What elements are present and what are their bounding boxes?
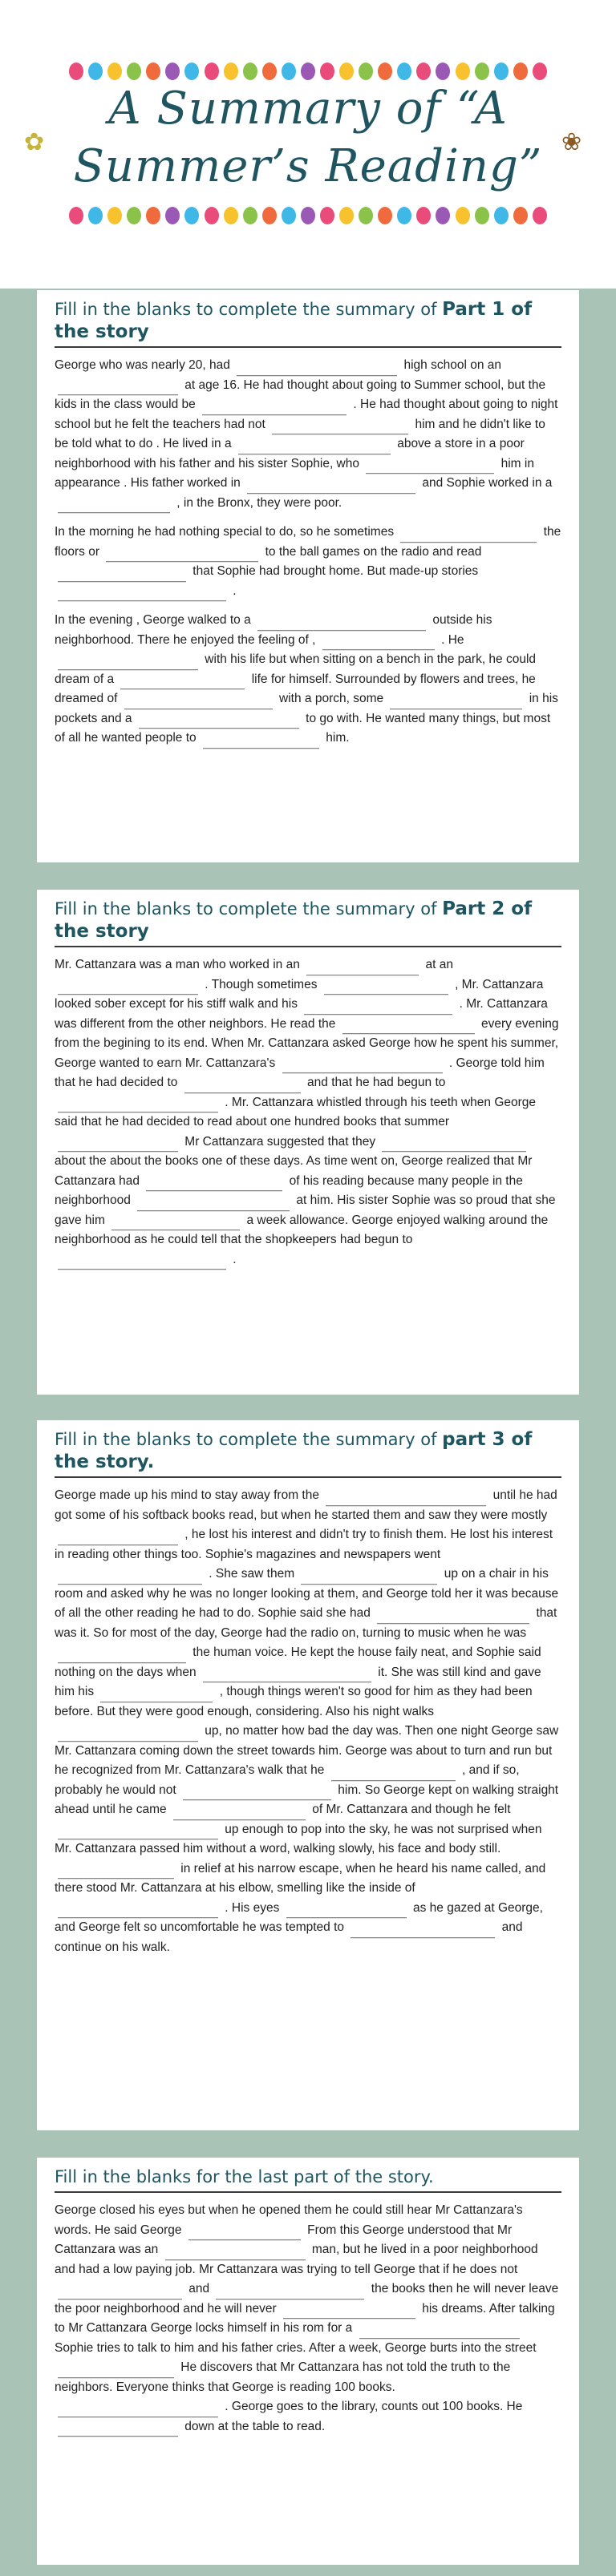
summary-paragraph: George closed his eyes but when he opened them he could still hear Mr Cattanzara's words. He said George From this George understood that Mr Cattanzara was an man, but he lived in a poor neighborhood and had a low paying job. Mr Cattanzara was trying to tell George that if he does not and the books then he will never leave the poor neighborhood and he will never his dreams. After talking to Mr Cattanzara George locks himself in his rom for a Sophie tries to talk to him and his father cries. After a week, George burts into the street He discovers that Mr Cattanzara has not told the truth to the neighbors. Everyone thinks that George is reading 100 books. . George goes to the library, counts out 100 books. He down at the table to read. — [55, 2201, 561, 2437]
decorative-dot — [107, 63, 122, 80]
decorative-dot — [262, 63, 277, 80]
decorative-dot — [184, 207, 199, 224]
decorative-dot — [416, 63, 431, 80]
fill-in-blank[interactable] — [183, 1785, 331, 1800]
fill-in-blank[interactable] — [137, 1196, 290, 1211]
divider — [55, 1476, 561, 1478]
decorative-dot — [146, 63, 160, 80]
fill-in-blank[interactable] — [58, 1648, 186, 1663]
summary-paragraph: George made up his mind to stay away from the until he had got some of his softback books read, but when he started them and saw they were mostly , he lost his interest and didn't try to finish them. He lost his interest in reading other things too. Sophie's magazines and newspapers went . She saw them up on a chair in his room and asked why he was no longer looking at them, and George told her it was because of all the other reading he had to do. Sophie said she had that was it. So for most of the day, George had the radio on, turning to music when he was the human voice. He kept the house faily neat, and Sophie said nothing on the days when it. She was still kind and gave him his , though things weren't so good for him as they had been before. But they were good enough, considering. Also his night walks up, no matter how bad the day was. Then one night George saw Mr. Cattanzara coming down the street towards him. George was about to turn and run but he recognized from Mr. Cattanzara's walk that he , and if so, probably he would not him. So George kept on walking straight ahead until he came of Mr. Cattanzara and though he felt up enough to pop into the sky, he was not surprised when Mr. Cattanzara passed him without a word, walking slowly, his face and body still. in relief at his narrow escape, when he heard his name called, and there stood Mr. Cattanzara at his elbow, smelling like the inside of . His eyes as he gazed at George, and George felt so uncomfortable he was tempted to and continue on his walk. — [55, 1488, 559, 1954]
fill-in-blank[interactable] — [106, 547, 258, 562]
fill-in-blank[interactable] — [359, 2324, 520, 2339]
fill-in-blank[interactable] — [58, 2284, 182, 2299]
fill-in-blank[interactable] — [58, 2363, 174, 2378]
decorative-dot — [184, 63, 199, 80]
decorative-dot — [301, 63, 315, 80]
fill-in-blank[interactable] — [58, 2402, 218, 2417]
fill-in-blank[interactable] — [58, 567, 186, 582]
fill-in-blank[interactable] — [324, 979, 448, 995]
decorative-dot — [320, 207, 334, 224]
fill-in-blank[interactable] — [322, 635, 435, 650]
fill-in-blank[interactable] — [366, 458, 494, 474]
fill-in-blank[interactable] — [146, 1176, 282, 1191]
fill-in-blank[interactable] — [58, 1569, 202, 1585]
fill-in-blank[interactable] — [301, 1569, 437, 1585]
fill-in-blank[interactable] — [124, 694, 273, 709]
fill-in-blank[interactable] — [188, 2225, 301, 2240]
decorative-dot — [282, 207, 296, 224]
section-part-3 — [37, 1420, 579, 2130]
decorative-dot — [378, 207, 392, 224]
section-heading-text: Fill in the blanks to complete the summary of — [55, 899, 437, 919]
decorative-dot — [456, 207, 470, 224]
fill-in-blank[interactable] — [58, 2421, 178, 2437]
decorative-dot — [475, 207, 489, 224]
decorative-dot — [262, 207, 277, 224]
fill-in-blank[interactable] — [58, 1530, 178, 1545]
fill-in-blank[interactable] — [286, 1903, 407, 1918]
decorative-dot — [494, 63, 509, 80]
fill-in-blank[interactable] — [58, 1726, 198, 1742]
decorative-dot — [533, 63, 547, 80]
fill-in-blank[interactable] — [202, 400, 346, 415]
fill-in-blank[interactable] — [237, 361, 397, 376]
decorative-dot — [69, 63, 83, 80]
fill-in-blank[interactable] — [203, 733, 319, 749]
fill-in-blank[interactable] — [58, 655, 198, 670]
section-heading-text: Fill in the blanks to complete the summary of — [55, 300, 437, 319]
decorative-dot — [475, 63, 489, 80]
decorative-dot — [513, 207, 528, 224]
decorative-dot — [378, 63, 392, 80]
bee-icon: ✿ — [24, 129, 45, 155]
decorative-dot — [436, 207, 450, 224]
dot-row-bottom — [69, 207, 547, 224]
decorative-dot — [146, 207, 160, 224]
fill-in-blank[interactable] — [173, 1805, 306, 1820]
fill-in-blank[interactable] — [306, 960, 419, 975]
decorative-dot — [359, 207, 373, 224]
decorative-dot — [224, 63, 238, 80]
fill-in-blank[interactable] — [58, 1824, 218, 1839]
fill-in-blank[interactable] — [120, 674, 245, 689]
decorative-dot — [107, 207, 122, 224]
fill-in-blank[interactable] — [257, 616, 426, 631]
fill-in-blank[interactable] — [382, 1137, 526, 1152]
decorative-dot — [165, 63, 180, 80]
fill-in-blank[interactable] — [58, 1097, 218, 1112]
fill-in-blank[interactable] — [331, 1766, 456, 1781]
decorative-dot — [243, 63, 257, 80]
decorative-dot — [397, 63, 411, 80]
page-title: A Summary of “A Summer’s Reading” — [73, 83, 543, 192]
section-heading-part: Part 2 of the story — [55, 898, 533, 942]
section-heading-part: part 3 of the story. — [55, 1429, 533, 1472]
decorative-dot — [69, 207, 83, 224]
summary-paragraph: In the evening , George walked to a outside his neighborhood. There he enjoyed the feeling of , . He with his life but when sitting on a bench in the park, he could dream of a life for himself. Surrounded by flowers and trees, he dreamed of with a porch, some in his pockets and a to go with. He wanted many things, but most of all he wanted people to him. — [55, 611, 561, 749]
fill-in-blank[interactable] — [283, 2303, 415, 2319]
decorative-dot — [88, 207, 103, 224]
fill-in-blank[interactable] — [400, 527, 537, 543]
decorative-dot — [513, 63, 528, 80]
decorative-dot — [339, 207, 354, 224]
fill-in-blank[interactable] — [111, 1215, 240, 1230]
fill-in-blank[interactable] — [58, 498, 170, 513]
fill-in-blank[interactable] — [377, 1609, 529, 1624]
fill-in-blank[interactable] — [58, 586, 226, 601]
summary-paragraph: Mr. Cattanzara was a man who worked in an at an . Though sometimes , Mr. Cattanzara looked sober except for his stiff walk and his . Mr. Cattanzara was different from the other neighbors. He read the every evening from the begining to its end. When Mr. Cattanzara asked George how he spent his summer, George wanted to earn Mr. Cattanzara's . George told him that he had decided to and that he had begun to . Mr. Cattanzara whistled through his teeth when George said that he had decided to read about one hundred books that summer Mr Cattanzara suggested that they about the about the books one of these days. As time went on, George realized that Mr Cattanzara had of his reading because many people in the neighborhood at him. His sister Sophie was so proud that she gave him a week allowance. George enjoyed walking around the neighborhood as he could tell that the shopkeepers had begun to . — [55, 955, 561, 1270]
summary-paragraph: In the morning he had nothing special to do, so he sometimes the floors or to the ball games on the radio and read that Sophie had brought home. But made-up stories . — [55, 523, 561, 601]
decorative-dot — [533, 207, 547, 224]
fill-in-blank[interactable] — [304, 999, 452, 1015]
decorative-dot — [416, 207, 431, 224]
fill-in-blank[interactable] — [58, 1903, 218, 1918]
header — [0, 0, 616, 289]
fill-in-blank[interactable] — [216, 2284, 364, 2299]
fill-in-blank[interactable] — [184, 1078, 301, 1093]
decorative-dot — [165, 207, 180, 224]
decorative-dot — [224, 207, 238, 224]
fill-in-blank[interactable] — [100, 1687, 213, 1702]
dot-row-top — [69, 63, 547, 80]
divider — [55, 946, 561, 947]
decorative-dot — [301, 207, 315, 224]
beetle-icon: ❀ — [561, 129, 582, 155]
decorative-dot — [339, 63, 354, 80]
section-heading — [55, 898, 561, 943]
decorative-dot — [397, 207, 411, 224]
summary-paragraph: George who was nearly 20, had high school on an at age 16. He had thought about going to Summer school, but the kids in the class would be . He had thought about going to night school but he felt the teachers had not him and he didn't like to be told what to do . He lived in a above a store in a poor neighborhood with his father and his sister Sophie, who him in appearance . His father worked in and Sophie worked in a , in the Bronx, they were poor. — [55, 356, 561, 513]
decorative-dot — [359, 63, 373, 80]
decorative-dot — [243, 207, 257, 224]
fill-in-blank[interactable] — [282, 1058, 443, 1073]
decorative-dot — [456, 63, 470, 80]
decorative-dot — [494, 207, 509, 224]
fill-in-blank[interactable] — [58, 1137, 178, 1152]
decorative-dot — [127, 63, 141, 80]
fill-in-blank[interactable] — [390, 694, 522, 709]
section-heading-text: Fill in the blanks for the last part of the story. — [55, 2167, 434, 2186]
decorative-dot — [205, 207, 219, 224]
fill-in-blank[interactable] — [165, 2245, 306, 2260]
decorative-dot — [436, 63, 450, 80]
section-last-part — [37, 2158, 579, 2565]
fill-in-blank[interactable] — [58, 979, 198, 995]
section-part-1 — [37, 290, 579, 862]
decorative-dot — [320, 63, 334, 80]
fill-in-blank[interactable] — [58, 1254, 226, 1270]
fill-in-blank[interactable] — [247, 478, 415, 494]
section-heading-text: Fill in the blanks to complete the summary of — [55, 1430, 437, 1449]
section-heading — [55, 298, 561, 343]
fill-in-blank[interactable] — [238, 439, 391, 454]
decorative-dot — [127, 207, 141, 224]
fill-in-blank[interactable] — [58, 1863, 174, 1879]
fill-in-blank[interactable] — [203, 1667, 371, 1682]
section-heading — [55, 1428, 561, 1473]
decorative-dot — [205, 63, 219, 80]
section-part-2 — [37, 890, 579, 1395]
fill-in-blank[interactable] — [326, 1491, 486, 1506]
divider — [55, 2191, 561, 2193]
decorative-dot — [282, 63, 296, 80]
section-heading — [55, 2166, 561, 2188]
section-heading-part: Part 1 of the story — [55, 299, 533, 342]
fill-in-blank[interactable] — [139, 713, 299, 729]
fill-in-blank[interactable] — [351, 1923, 495, 1938]
fill-in-blank[interactable] — [342, 1019, 475, 1034]
fill-in-blank[interactable] — [58, 380, 178, 395]
decorative-dot — [88, 63, 103, 80]
divider — [55, 346, 561, 348]
fill-in-blank[interactable] — [272, 419, 408, 434]
